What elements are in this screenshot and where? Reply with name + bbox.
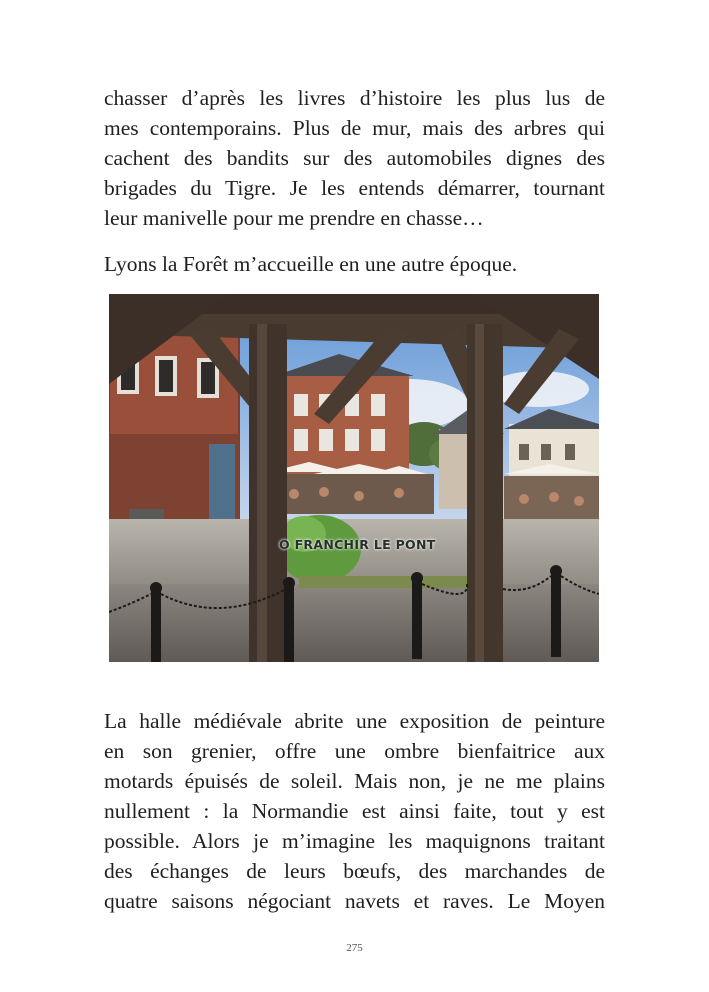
text-line: possible. Alors je m’imagine les maquignons traitant (104, 829, 605, 853)
paragraph-3 (104, 706, 605, 916)
text-line: La halle médiévale abrite une exposition de peinture (104, 709, 605, 733)
paragraph-2 (104, 249, 605, 279)
text-line: en son grenier, offre une ombre bienfaitrice aux (104, 739, 605, 763)
text-line: Lyons la Forêt m’accueille en une autre époque. (104, 252, 518, 276)
text-line: mes contemporains. Plus de mur, mais des arbres qui (104, 116, 605, 140)
page-number: 275 (346, 942, 363, 954)
photo-illustration (109, 294, 599, 662)
photo-watermark: O FRANCHIR LE PONT (279, 537, 436, 552)
text-line: cachent des bandits sur des automobiles dignes des (104, 146, 605, 170)
text-line: quatre saisons négociant navets et raves. Le Moyen (104, 889, 605, 913)
market-hall-photo (109, 294, 599, 662)
text-line: nullement : la Normandie est ainsi faite, tout y est (104, 799, 605, 823)
text-line: des échanges de leurs bœufs, des marchandes de (104, 859, 605, 883)
text-line: brigades du Tigre. Je les entends démarrer, tournant (104, 176, 605, 200)
text-line: motards épuisés de soleil. Mais non, je ne me plains (104, 769, 605, 793)
text-line: leur manivelle pour me prendre en chasse… (104, 206, 484, 230)
paragraph-1 (104, 83, 605, 233)
text-line: chasser d’après les livres d’histoire les plus lus de (104, 86, 605, 110)
